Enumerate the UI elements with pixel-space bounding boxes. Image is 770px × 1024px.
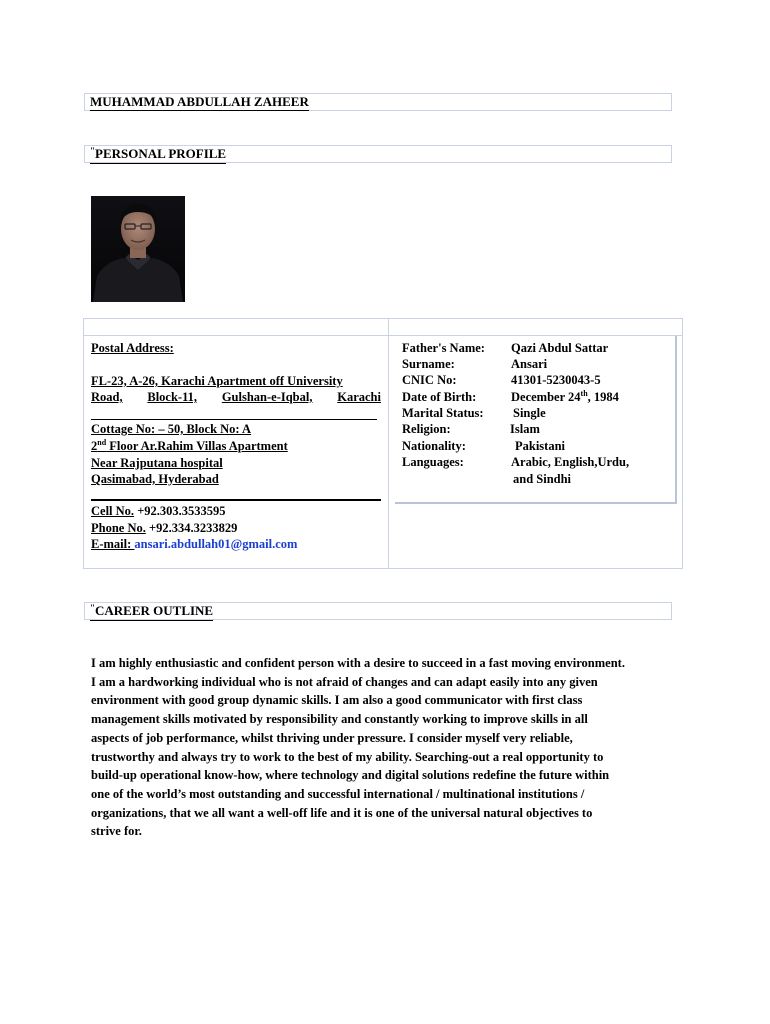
- career-line: I am a hardworking individual who is not afraid of changes and can adapt easily into any given: [91, 674, 598, 689]
- postal-address-line-6: Qasimabad, Hyderabad: [91, 472, 219, 486]
- career-line: trustworthy and always try to work to the best of my ability. Searching-out a real opportunity to: [91, 749, 604, 764]
- heading-tick: ": [90, 146, 95, 156]
- nationality-value: Pakistani: [515, 439, 566, 453]
- career-line: I am highly enthusiastic and confident person with a desire to succeed in a fast moving environment.: [91, 656, 625, 670]
- nationality-label: Nationality:: [402, 439, 466, 453]
- surname-label: Surname:: [402, 357, 455, 371]
- address-separator-1: [91, 419, 377, 420]
- postal-address-line-4: [91, 438, 288, 454]
- career-outline-heading: [90, 604, 213, 621]
- postal-address-line-2: [91, 389, 381, 405]
- career-line: aspects of job performance, whilst thriving under pressure. I consider myself very reliable,: [91, 730, 573, 745]
- phone-number: [91, 520, 237, 536]
- languages-value-1: Arabic, English,Urdu,: [511, 455, 630, 469]
- dob-suffix: th: [580, 388, 588, 398]
- heading-tick: ": [90, 603, 95, 613]
- floor-suffix: nd: [97, 437, 107, 447]
- email-label: E-mail:: [91, 537, 135, 551]
- surname-value: Ansari: [511, 357, 548, 371]
- name-header: MUHAMMAD ABDULLAH ZAHEER: [90, 94, 309, 109]
- religion-label: Religion:: [402, 422, 451, 436]
- career-line: environment with good group dynamic skills. I am also a good communicator with first class: [91, 693, 583, 708]
- dob-year: , 1984: [587, 390, 619, 404]
- dob-label: Date of Birth:: [402, 390, 477, 404]
- career-outline-text: [91, 654, 691, 841]
- career-outline-title: CAREER OUTLINE: [95, 603, 214, 618]
- profile-photo-image: [91, 196, 185, 302]
- cnic-value: 41301-5230043-5: [511, 373, 601, 387]
- personal-profile-title: PERSONAL PROFILE: [95, 146, 227, 161]
- career-line: organizations, that we all want a well-off life and it is one of the universal natural objectives to: [91, 805, 593, 820]
- email-row: [91, 536, 297, 552]
- postal-word: Road,: [91, 390, 123, 404]
- phone-value: +92.334.3233829: [145, 521, 238, 535]
- fathers-name-label: Father's Name:: [402, 341, 485, 355]
- marital-status-label: Marital Status:: [402, 406, 484, 420]
- profile-photo: [91, 196, 185, 302]
- postal-word: Gulshan-e-Iqbal,: [221, 390, 313, 404]
- postal-address-heading: Postal Address:: [91, 341, 174, 355]
- postal-address-line-3: Cottage No: – 50, Block No: A: [91, 422, 252, 436]
- career-line: one of the world’s most outstanding and successful international / multinational institutions /: [91, 786, 585, 801]
- postal-address-line-5: Near Rajputana hospital: [91, 456, 223, 470]
- dob-value: [511, 389, 619, 405]
- career-line: management skills motivated by responsibility and constantly working to improve skills in all: [91, 712, 588, 727]
- address-separator-2: [91, 499, 381, 501]
- languages-value-2: and Sindhi: [513, 472, 572, 486]
- career-line: strive for.: [91, 824, 142, 839]
- cnic-label: CNIC No:: [402, 373, 457, 387]
- postal-address-line-1: FL-23, A-26, Karachi Apartment off University: [91, 374, 343, 388]
- cell-value: +92.303.3533595: [134, 504, 226, 518]
- personal-profile-heading: [90, 147, 226, 164]
- fathers-name-value: Qazi Abdul Sattar: [511, 341, 609, 355]
- cell-label: Cell No.: [91, 504, 135, 518]
- marital-status-value: Single: [513, 406, 546, 420]
- table-column-divider: [388, 318, 389, 569]
- phone-label: Phone No.: [91, 521, 146, 535]
- floor-address: Floor Ar.Rahim Villas Apartment: [106, 439, 288, 453]
- languages-label: Languages:: [402, 455, 464, 469]
- dob-day: December 24: [511, 390, 581, 404]
- postal-word: Block-11,: [147, 390, 198, 404]
- career-line: build-up operational know-how, where technology and digital solutions redefine the future within: [91, 768, 610, 783]
- floor-number: 2: [91, 439, 98, 453]
- religion-value: Islam: [510, 422, 540, 436]
- cell-number: [91, 503, 226, 519]
- postal-word: Karachi: [337, 390, 381, 404]
- email-link[interactable]: ansari.abdullah01@gmail.com: [134, 537, 298, 551]
